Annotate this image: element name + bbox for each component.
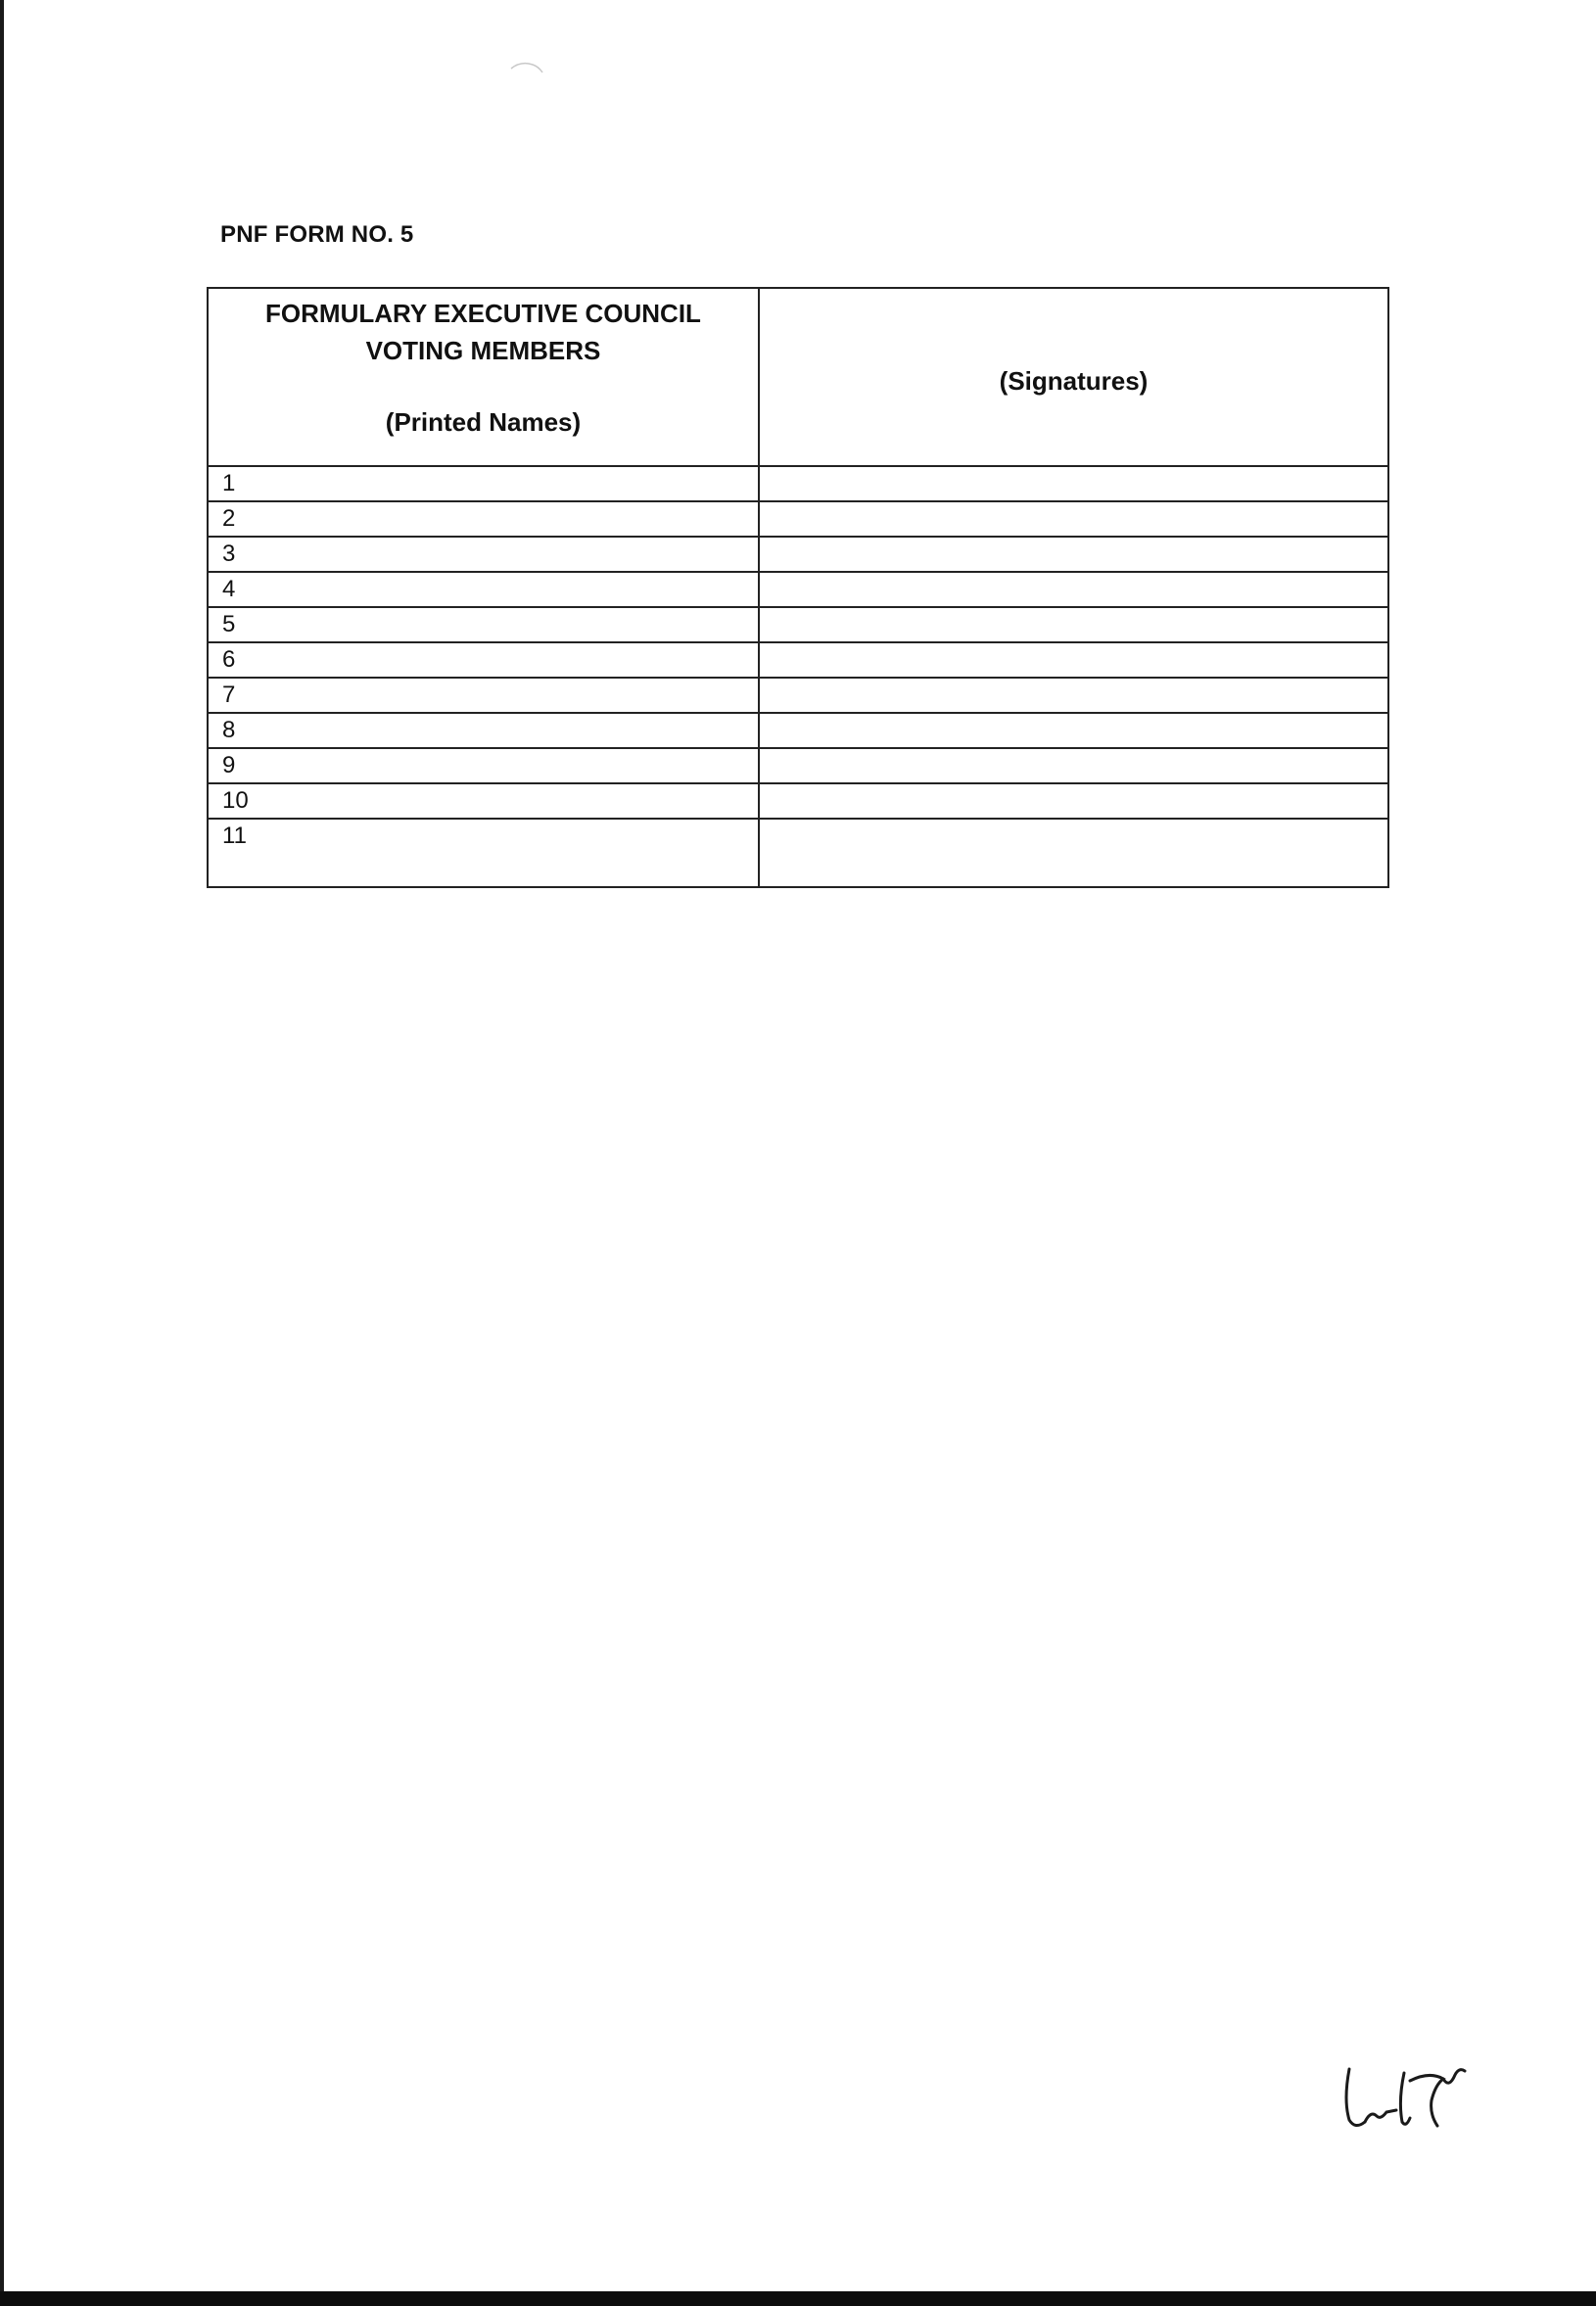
table-row <box>208 713 1388 748</box>
printed-names-header <box>208 288 759 466</box>
signature-cell[interactable] <box>759 607 1388 642</box>
handwritten-initials <box>1341 2061 1479 2140</box>
signature-cell[interactable] <box>759 537 1388 572</box>
row-number: 5 <box>208 607 759 642</box>
table-row <box>208 819 1388 887</box>
signature-cell[interactable] <box>759 678 1388 713</box>
printed-names-label: (Printed Names) <box>385 407 582 437</box>
row-number: 9 <box>208 748 759 783</box>
table-row <box>208 607 1388 642</box>
signature-cell[interactable] <box>759 466 1388 501</box>
table-row <box>208 678 1388 713</box>
table-row <box>208 748 1388 783</box>
table-row <box>208 501 1388 537</box>
signature-cell[interactable] <box>759 642 1388 678</box>
scan-speck <box>509 59 548 78</box>
row-number: 4 <box>208 572 759 607</box>
header-title-line-2: VOTING MEMBERS <box>365 336 601 365</box>
row-number: 7 <box>208 678 759 713</box>
row-number: 10 <box>208 783 759 819</box>
signature-cell[interactable] <box>759 501 1388 537</box>
signature-cell[interactable] <box>759 572 1388 607</box>
table-row <box>208 537 1388 572</box>
row-number: 2 <box>208 501 759 537</box>
scan-left-edge <box>0 0 4 2306</box>
table-row <box>208 466 1388 501</box>
table-row <box>208 572 1388 607</box>
signature-cell[interactable] <box>759 713 1388 748</box>
voting-members-table <box>207 287 1389 888</box>
signature-cell[interactable] <box>759 748 1388 783</box>
table-header-row <box>208 288 1388 466</box>
row-number: 11 <box>208 819 759 887</box>
table-row <box>208 642 1388 678</box>
row-number: 6 <box>208 642 759 678</box>
scan-bottom-edge <box>0 2291 1596 2306</box>
row-number: 3 <box>208 537 759 572</box>
form-title: PNF FORM NO. 5 <box>220 221 414 248</box>
row-number: 1 <box>208 466 759 501</box>
signature-cell[interactable] <box>759 819 1388 887</box>
row-number: 8 <box>208 713 759 748</box>
table-row <box>208 783 1388 819</box>
header-title-line-1: FORMULARY EXECUTIVE COUNCIL <box>265 299 701 328</box>
signatures-header: (Signatures) <box>759 288 1388 466</box>
signature-cell[interactable] <box>759 783 1388 819</box>
